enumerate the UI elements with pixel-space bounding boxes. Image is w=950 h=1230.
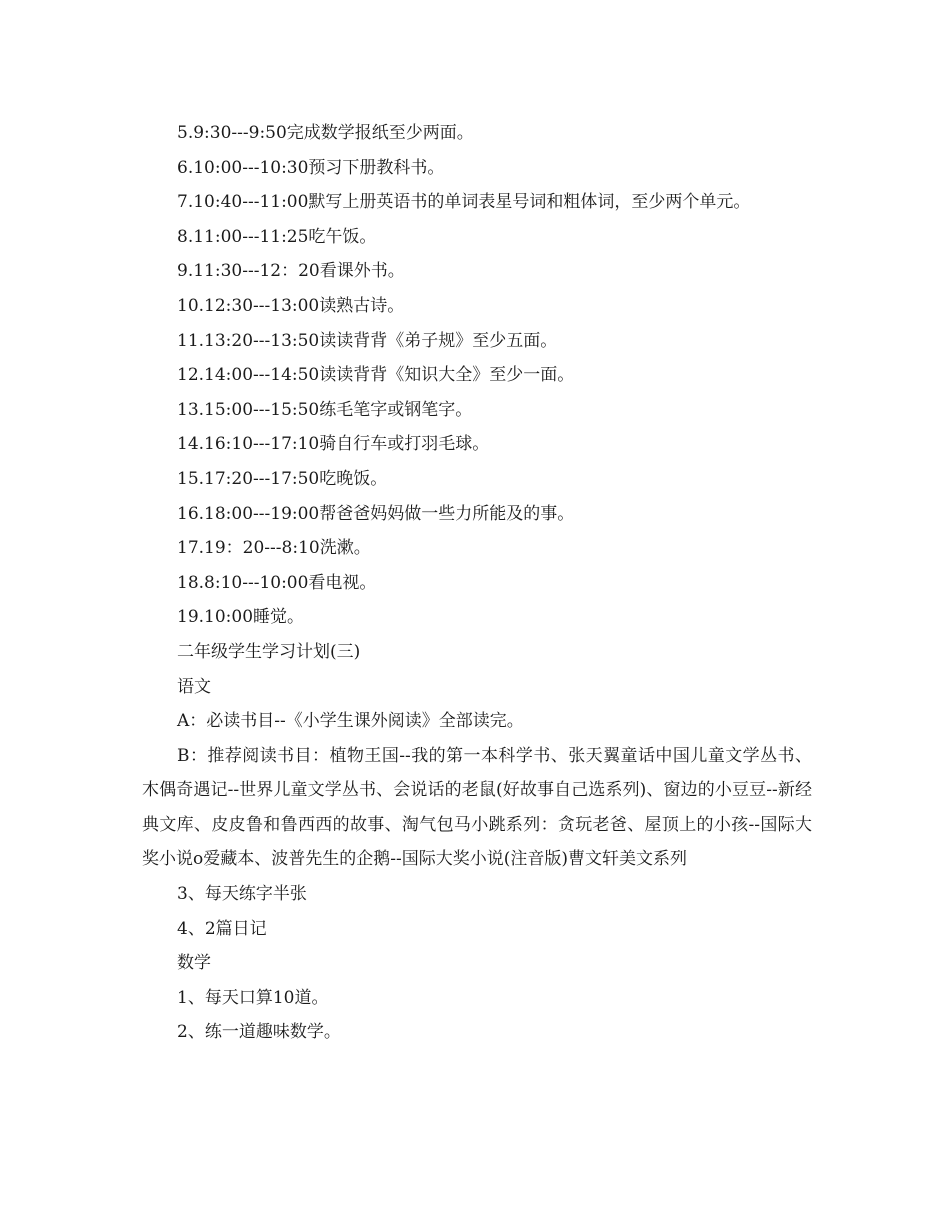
schedule-item: 13.15:00---15:50练毛笔字或钢笔字。	[177, 399, 473, 420]
schedule-item: 5.9:30---9:50完成数学报纸至少两面。	[177, 123, 474, 143]
math-item-2: 2、练一道趣味数学。	[177, 1022, 341, 1043]
schedule-item: 7.10:40---11:00默写上册英语书的单词表星号词和粗体词，至少两个单元。	[177, 192, 751, 213]
chinese-item-b: B：推荐阅读书目：植物王国--我的第一本科学书、张天翼童话中国儿童文学丛书、木偶奇遇记--世界儿童文学丛书、会说话的老鼠(好故事自己选系列)、窗边的小豆豆--新经典文库、皮皮鲁和鲁西西的故事、淘气包马小跳系列：贪玩老爸、屋顶上的小孩--国际大奖小说o爱藏本、波普先生的企鹅--国际大奖小说(注音版)曹文轩美文系列	[142, 745, 812, 870]
schedule-item: 11.13:20---13:50读读背背《弟子规》至少五面。	[177, 330, 558, 351]
schedule-item: 12.14:00---14:50读读背背《知识大全》至少一面。	[177, 365, 575, 386]
chinese-item-3: 3、每天练字半张	[177, 884, 307, 905]
chinese-item-4: 4、2篇日记	[177, 918, 267, 939]
schedule-item: 16.18:00---19:00帮爸爸妈妈做一些力所能及的事。	[177, 503, 575, 524]
schedule-item: 6.10:00---10:30预习下册教科书。	[177, 157, 445, 178]
schedule-item: 9.11:30---12：20看课外书。	[177, 261, 405, 282]
schedule-item: 15.17:20---17:50吃晚饭。	[177, 468, 388, 489]
plan-title: 二年级学生学习计划(三)	[177, 641, 361, 662]
document-body	[142, 116, 812, 1050]
chinese-heading: 语文	[177, 676, 211, 697]
schedule-item: 14.16:10---17:10骑自行车或打羽毛球。	[177, 434, 490, 455]
math-heading: 数学	[177, 953, 211, 974]
schedule-item: 10.12:30---13:00读熟古诗。	[177, 295, 405, 316]
schedule-item: 8.11:00---11:25吃午饭。	[177, 226, 377, 247]
chinese-item-a: A：必读书目--《小学生课外阅读》全部读完。	[177, 711, 524, 732]
schedule-item: 18.8:10---10:00看电视。	[177, 572, 377, 593]
schedule-item: 17.19：20---8:10洗漱。	[177, 538, 371, 559]
schedule-item: 19.10:00睡觉。	[177, 607, 305, 628]
math-item-1: 1、每天口算10道。	[177, 987, 329, 1008]
